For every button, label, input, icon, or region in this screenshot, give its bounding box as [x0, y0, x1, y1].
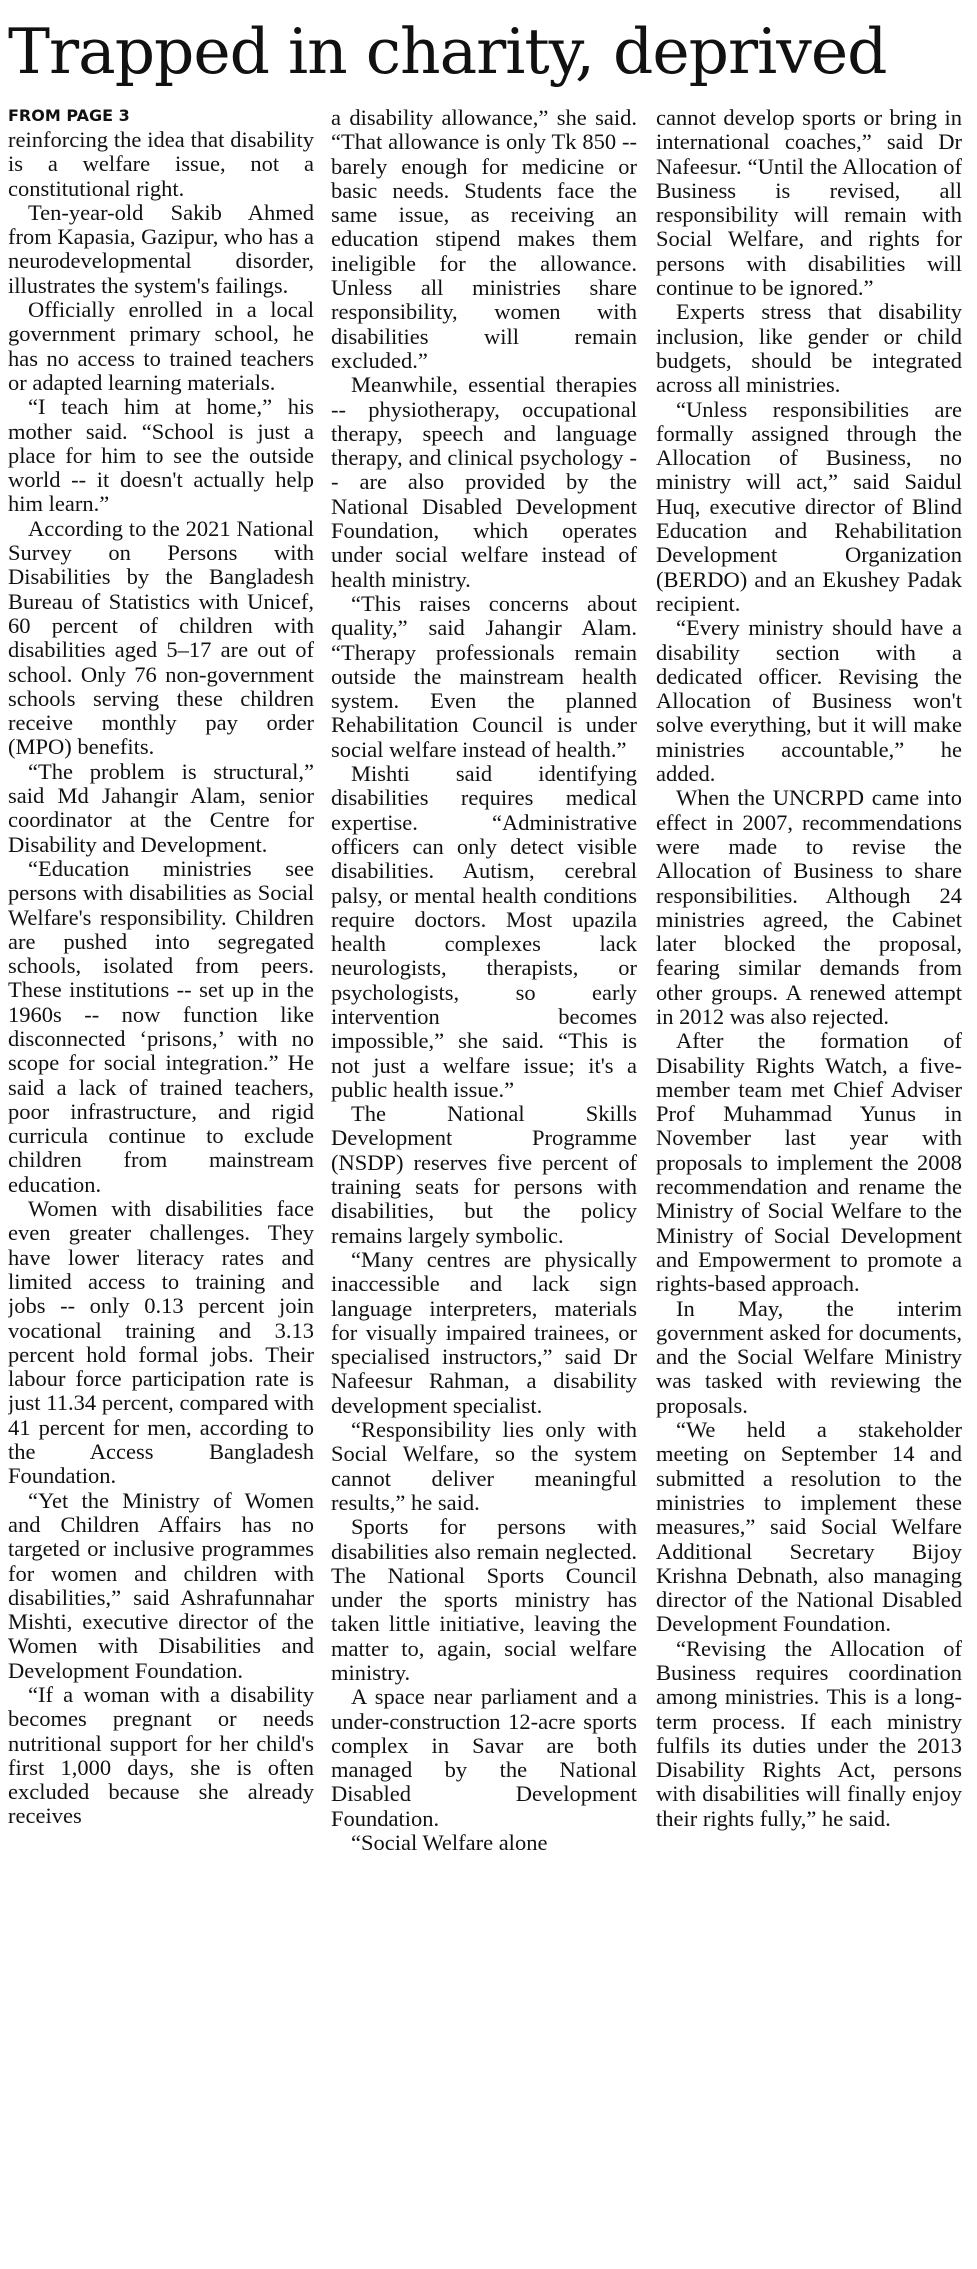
headline: Trapped in charity, deprived — [8, 15, 887, 88]
article-column-3 — [656, 106, 962, 2266]
paragraph: “Responsibility lies only with Social Welfare, so the system cannot deliver meaningful results,” he said. — [331, 1417, 637, 1515]
paragraph: Women with disabilities face even greater challenges. They have lower literacy rates and limited access to training and jobs -- only 0.13 percent join vocational training and 3.13 percent hold formal jobs. Their labour force participation rate is just 11.34 percent, compared with 41 percent for men, according to the Access Bangladesh Foundation. — [8, 1196, 314, 1489]
paragraph: When the UNCRPD came into effect in 2007, recommendations were made to revise the Allocation of Business to share responsibilities. Although 24 ministries agreed, the Cabinet later blocked the proposal, fearing similar demands from other groups. A renewed attempt in 2012 was also rejected. — [656, 785, 962, 1029]
paragraph: cannot develop sports or bring in international coaches,” said Dr Nafeesur. “Until the Allocation of Business is revised, all responsibility will remain with Social Welfare, and rights for persons with disabilities will continue to be ignored.” — [656, 106, 962, 301]
paragraph: In May, the interim government asked for documents, and the Social Welfare Ministry was tasked with reviewing the proposals. — [656, 1295, 962, 1418]
paragraph: “Every ministry should have a disability section with a dedicated officer. Revising the Allocation of Business won't solve everything, but it will make ministries accountable,” he added. — [656, 615, 962, 787]
paragraph: Sports for persons with disabilities also remain neglected. The National Sports Council under the sports ministry has taken little initiative, leaving the matter to, again, social welfare ministry. — [331, 1514, 637, 1685]
paragraph: reinforcing the idea that disability is a welfare issue, not a constitutional right. — [8, 127, 314, 201]
paragraph: a disability allowance,” she said. “That allowance is only Tk 850 -- barely enough for medicine or basic needs. Students face the same issue, as receiving an education stipend makes them ineligible for the allowance. Unless all ministries share responsibility, women with disabilities will remain excluded.” — [331, 106, 637, 373]
paragraph: After the formation of Disability Rights Watch, a five-member team met Chief Adviser Prof Muhammad Yunus in November last year with proposals to implement the 2008 recommendation and rename the Ministry of Social Welfare to the Ministry of Social Development and Empowerment to promote a rights-based approach. — [656, 1028, 962, 1297]
paragraph: According to the 2021 National Survey on Persons with Disabilities by the Bangladesh Bureau of Statistics with Unicef, 60 percent of children with disabilities aged 5–17 are out of school. Only 76 non-government schools serving these children receive monthly pay order (MPO) benefits. — [8, 515, 314, 760]
paragraph: “Unless responsibilities are formally assigned through the Allocation of Business, no ministry will act,” said Saidul Huq, executive director of Blind Education and Rehabilitation Development Organization (BERDO) and an Ekushey Padak recipient. — [656, 396, 962, 616]
paragraph: “The problem is structural,” said Md Jahangir Alam, senior coordinator at the Centre for Disability and Development. — [8, 758, 314, 857]
article-column-2 — [331, 106, 637, 2266]
paragraph: Experts stress that disability inclusion, like gender or child budgets, should be integrated across all ministries. — [656, 299, 962, 398]
paragraph: Ten-year-old Sakib Ahmed from Kapasia, Gazipur, who has a neurodevelopmental disorder, illustrates the system's failings. — [8, 199, 314, 298]
paragraph: Officially enrolled in a local government primary school, he has no access to trained teachers or adapted learning materials. — [8, 297, 314, 395]
paragraph: A space near parliament and a under-construction 12-acre sports complex in Savar are both managed by the National Disabled Development Foundation. — [331, 1684, 637, 1831]
paragraph: “I teach him at home,” his mother said. “School is just a place for him to see the outside world -- it doesn't actually help him learn.” — [8, 394, 314, 517]
paragraph: “Many centres are physically inaccessible and lack sign language interpreters, materials for visually impaired trainees, or specialised instructors,” said Dr Nafeesur Rahman, a disability development specialist. — [331, 1246, 637, 1418]
paragraph: “Yet the Ministry of Women and Children Affairs has no targeted or inclusive programmes for women and children with disabilities,” said Ashrafunnahar Mishti, executive director of the Women with Disabilities and Development Foundation. — [8, 1487, 314, 1683]
continued-from-label: FROM PAGE 3 — [8, 106, 130, 125]
paragraph: “We held a stakeholder meeting on September 14 and submitted a resolution to the ministries to implement these measures,” said Social Welfare Additional Secretary Bijoy Krishna Debnath, also managing director of the National Disabled Development Foundation. — [656, 1417, 962, 1637]
paragraph: “Social Welfare alone — [351, 1830, 548, 1856]
paragraph: “Education ministries see persons with disabilities as Social Welfare's responsibility. Children are pushed into segregated schools, isolated from peers. These institutions -- set up in the 1960s -- now function like disconnected ‘prisons,’ with no scope for social integration.” He said a lack of trained teachers, poor infrastructure, and rigid curricula continue to exclude children from mainstream education. — [8, 855, 314, 1197]
paragraph: Mishti said identifying disabilities requires medical expertise. “Administrative officers can only detect visible disabilities. Autism, cerebral palsy, or mental health conditions require doctors. Most upazila health complexes lack neurologists, therapists, or psychologists, so early intervention becomes impossible,” she said. “This is not just a welfare issue; it's a public health issue.” — [331, 761, 637, 1102]
paragraph: The National Skills Development Programme (NSDP) reserves five percent of training seats for persons with disabilities, but the policy remains largely symbolic. — [331, 1101, 637, 1248]
paragraph: “This raises concerns about quality,” said Jahangir Alam. “Therapy professionals remain outside the mainstream health system. Even the planned Rehabilitation Council is under social welfare instead of health.” — [331, 590, 637, 762]
paragraph: “If a woman with a disability becomes pregnant or needs nutritional support for her child's first 1,000 days, she is often excluded because she already receives — [8, 1682, 314, 1829]
paragraph: Meanwhile, essential therapies -- physiotherapy, occupational therapy, speech and language therapy, and clinical psychology -- are also provided by the National Disabled Development Foundation, which operates under social welfare instead of health ministry. — [331, 372, 637, 592]
article-column-1 — [8, 106, 314, 2266]
paragraph: “Revising the Allocation of Business requires coordination among ministries. This is a long-term process. If each ministry fulfils its duties under the 2013 Disability Rights Act, persons with disabilities will finally enjoy their rights fully,” he said. — [656, 1635, 962, 1831]
